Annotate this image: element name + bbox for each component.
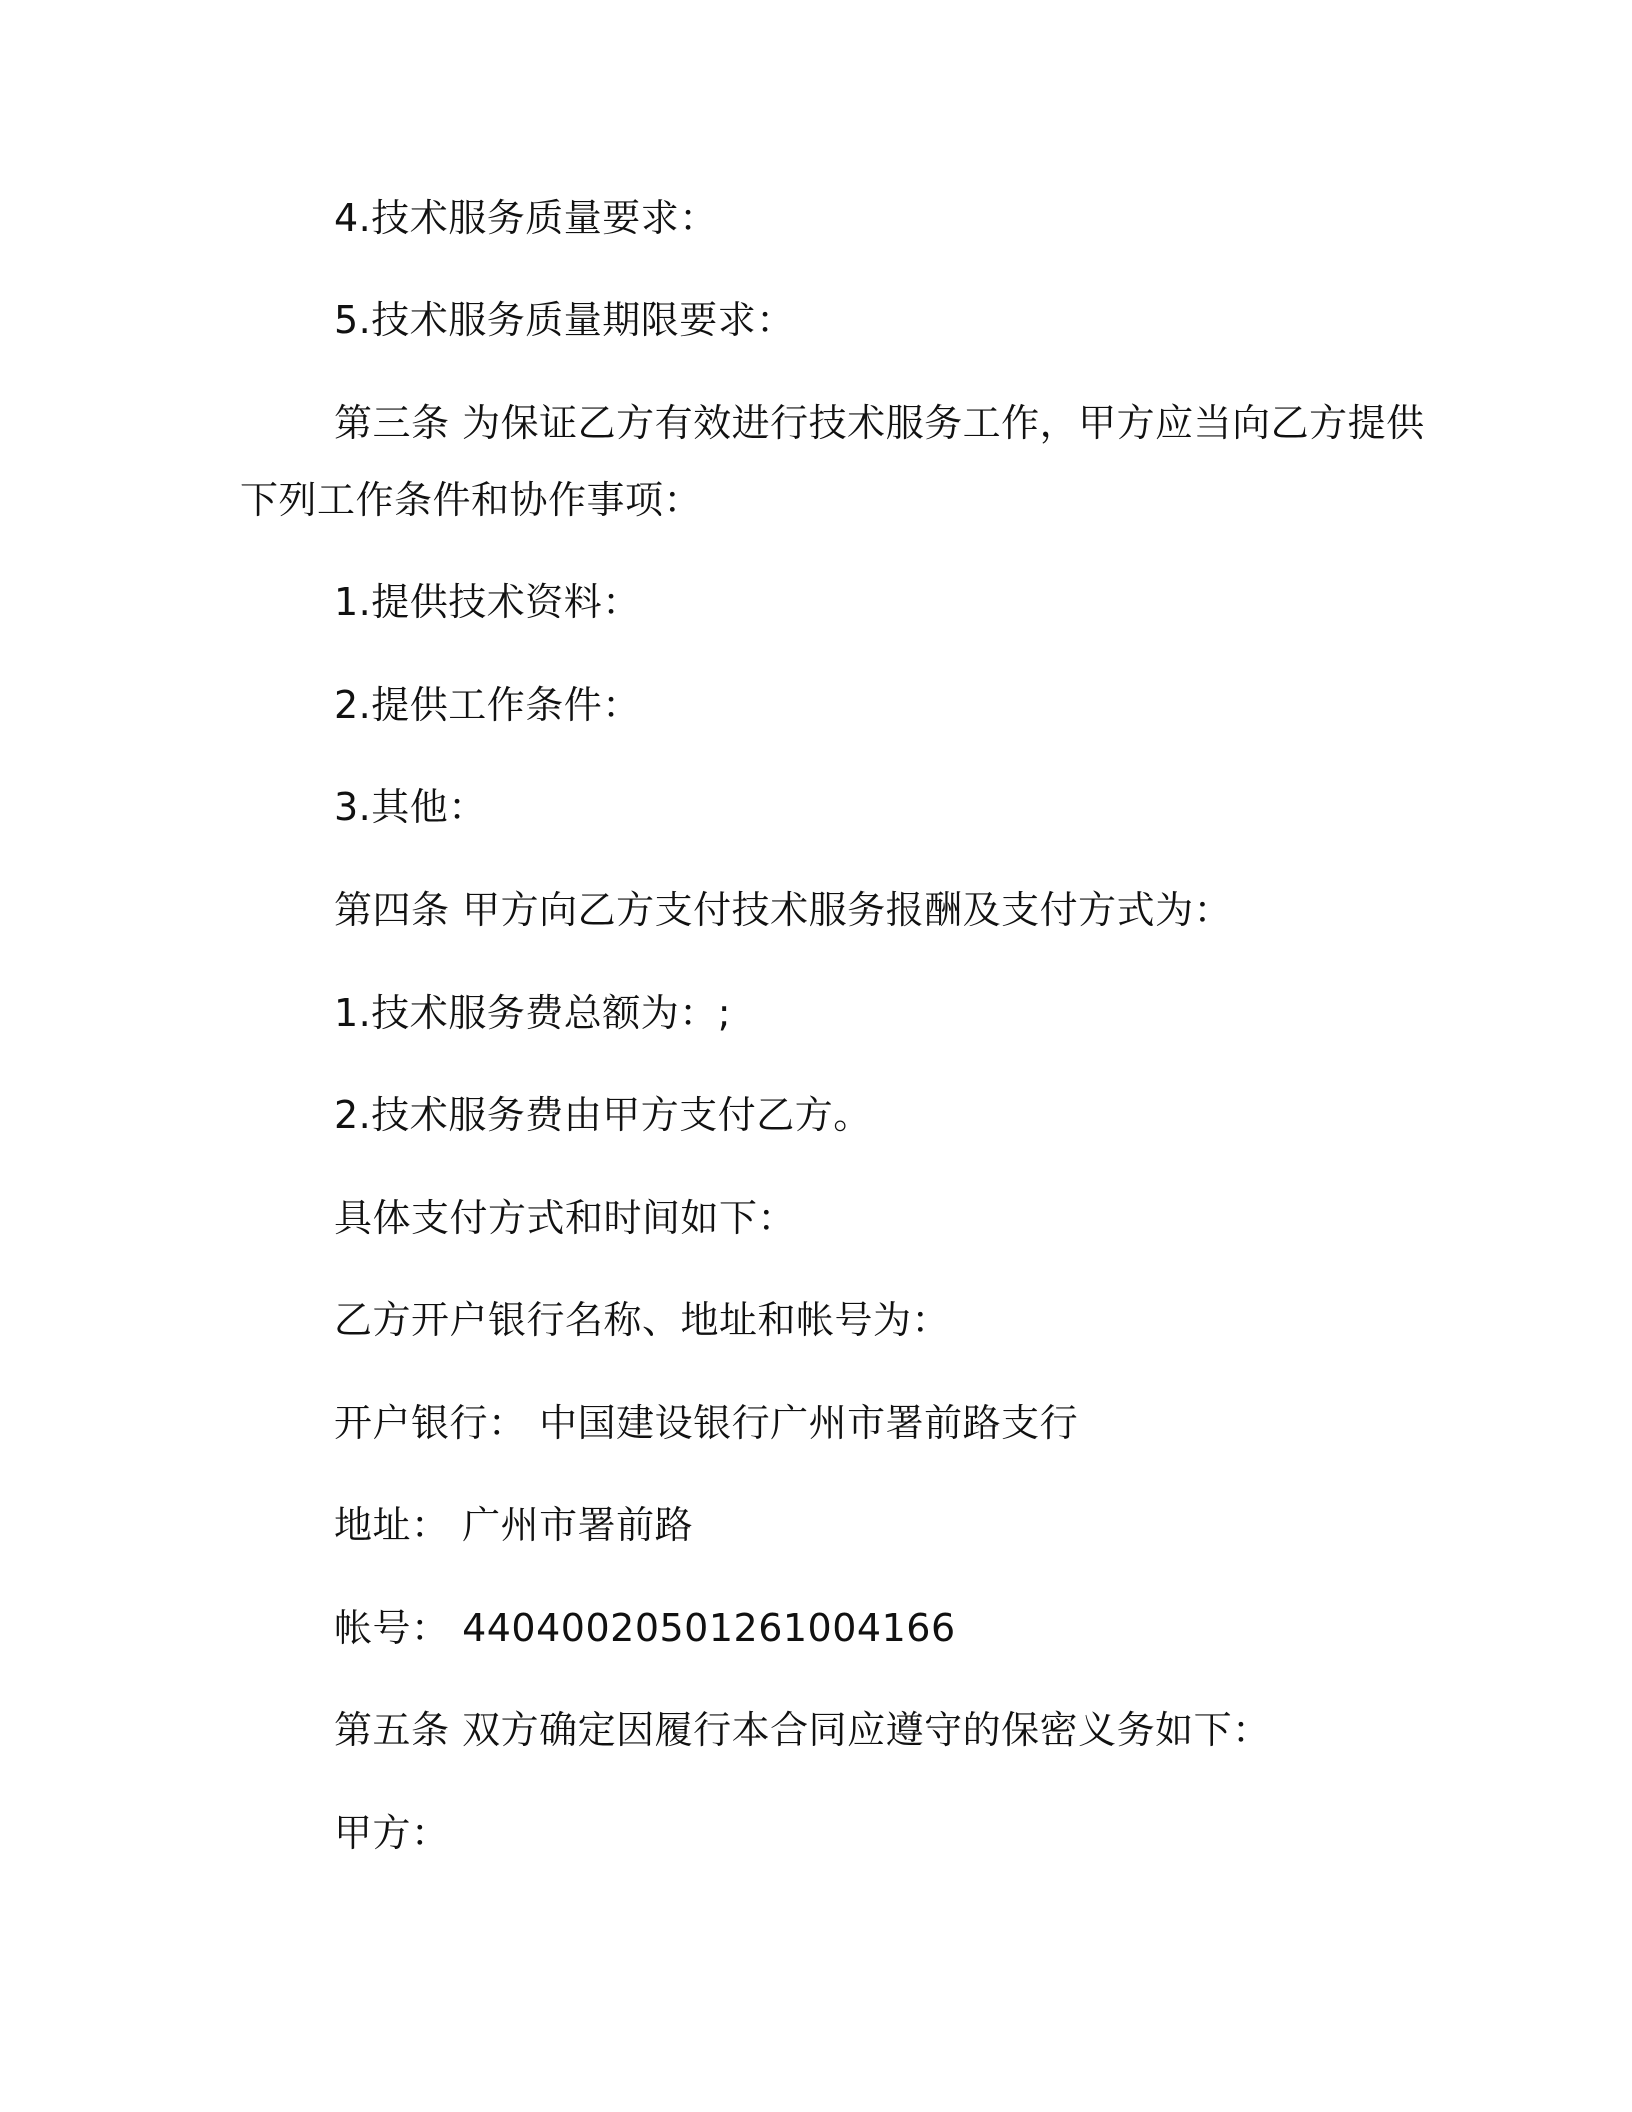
payment-method-text: 具体支付方式和时间如下：: [334, 1196, 797, 1240]
article-4-heading: 第四条 甲方向乙方支付技术服务报酬及支付方式为：: [334, 888, 1233, 932]
item-2-fee-payment: 2.技术服务费由甲方支付乙方。: [334, 1093, 872, 1137]
bank-name: 开户银行： 中国建设银行广州市署前路支行: [334, 1401, 1079, 1445]
bank-address: 地址： 广州市署前路: [334, 1503, 694, 1547]
item-3-other: 3.其他：: [334, 785, 487, 829]
bank-info-heading: 乙方开户银行名称、地址和帐号为：: [334, 1298, 951, 1342]
item-1-total-fee: 1.技术服务费总额为：;: [334, 991, 732, 1035]
item-5-quality-period: 5.技术服务质量期限要求：: [334, 298, 795, 342]
item-1-technical-materials: 1.提供技术资料：: [334, 580, 641, 624]
bank-account-number: 帐号： 44040020501261004166: [334, 1606, 956, 1650]
party-a-label: 甲方：: [334, 1811, 450, 1855]
article-3-heading: 第三条 为保证乙方有效进行技术服务工作，甲方应当向乙方提供: [334, 401, 1425, 445]
article-3-continuation: 下列工作条件和协作事项：: [240, 478, 703, 522]
article-5-heading: 第五条 双方确定因履行本合同应遵守的保密义务如下：: [334, 1708, 1271, 1752]
item-2-working-conditions: 2.提供工作条件：: [334, 683, 641, 727]
item-4-quality-requirement: 4.技术服务质量要求：: [334, 196, 718, 240]
